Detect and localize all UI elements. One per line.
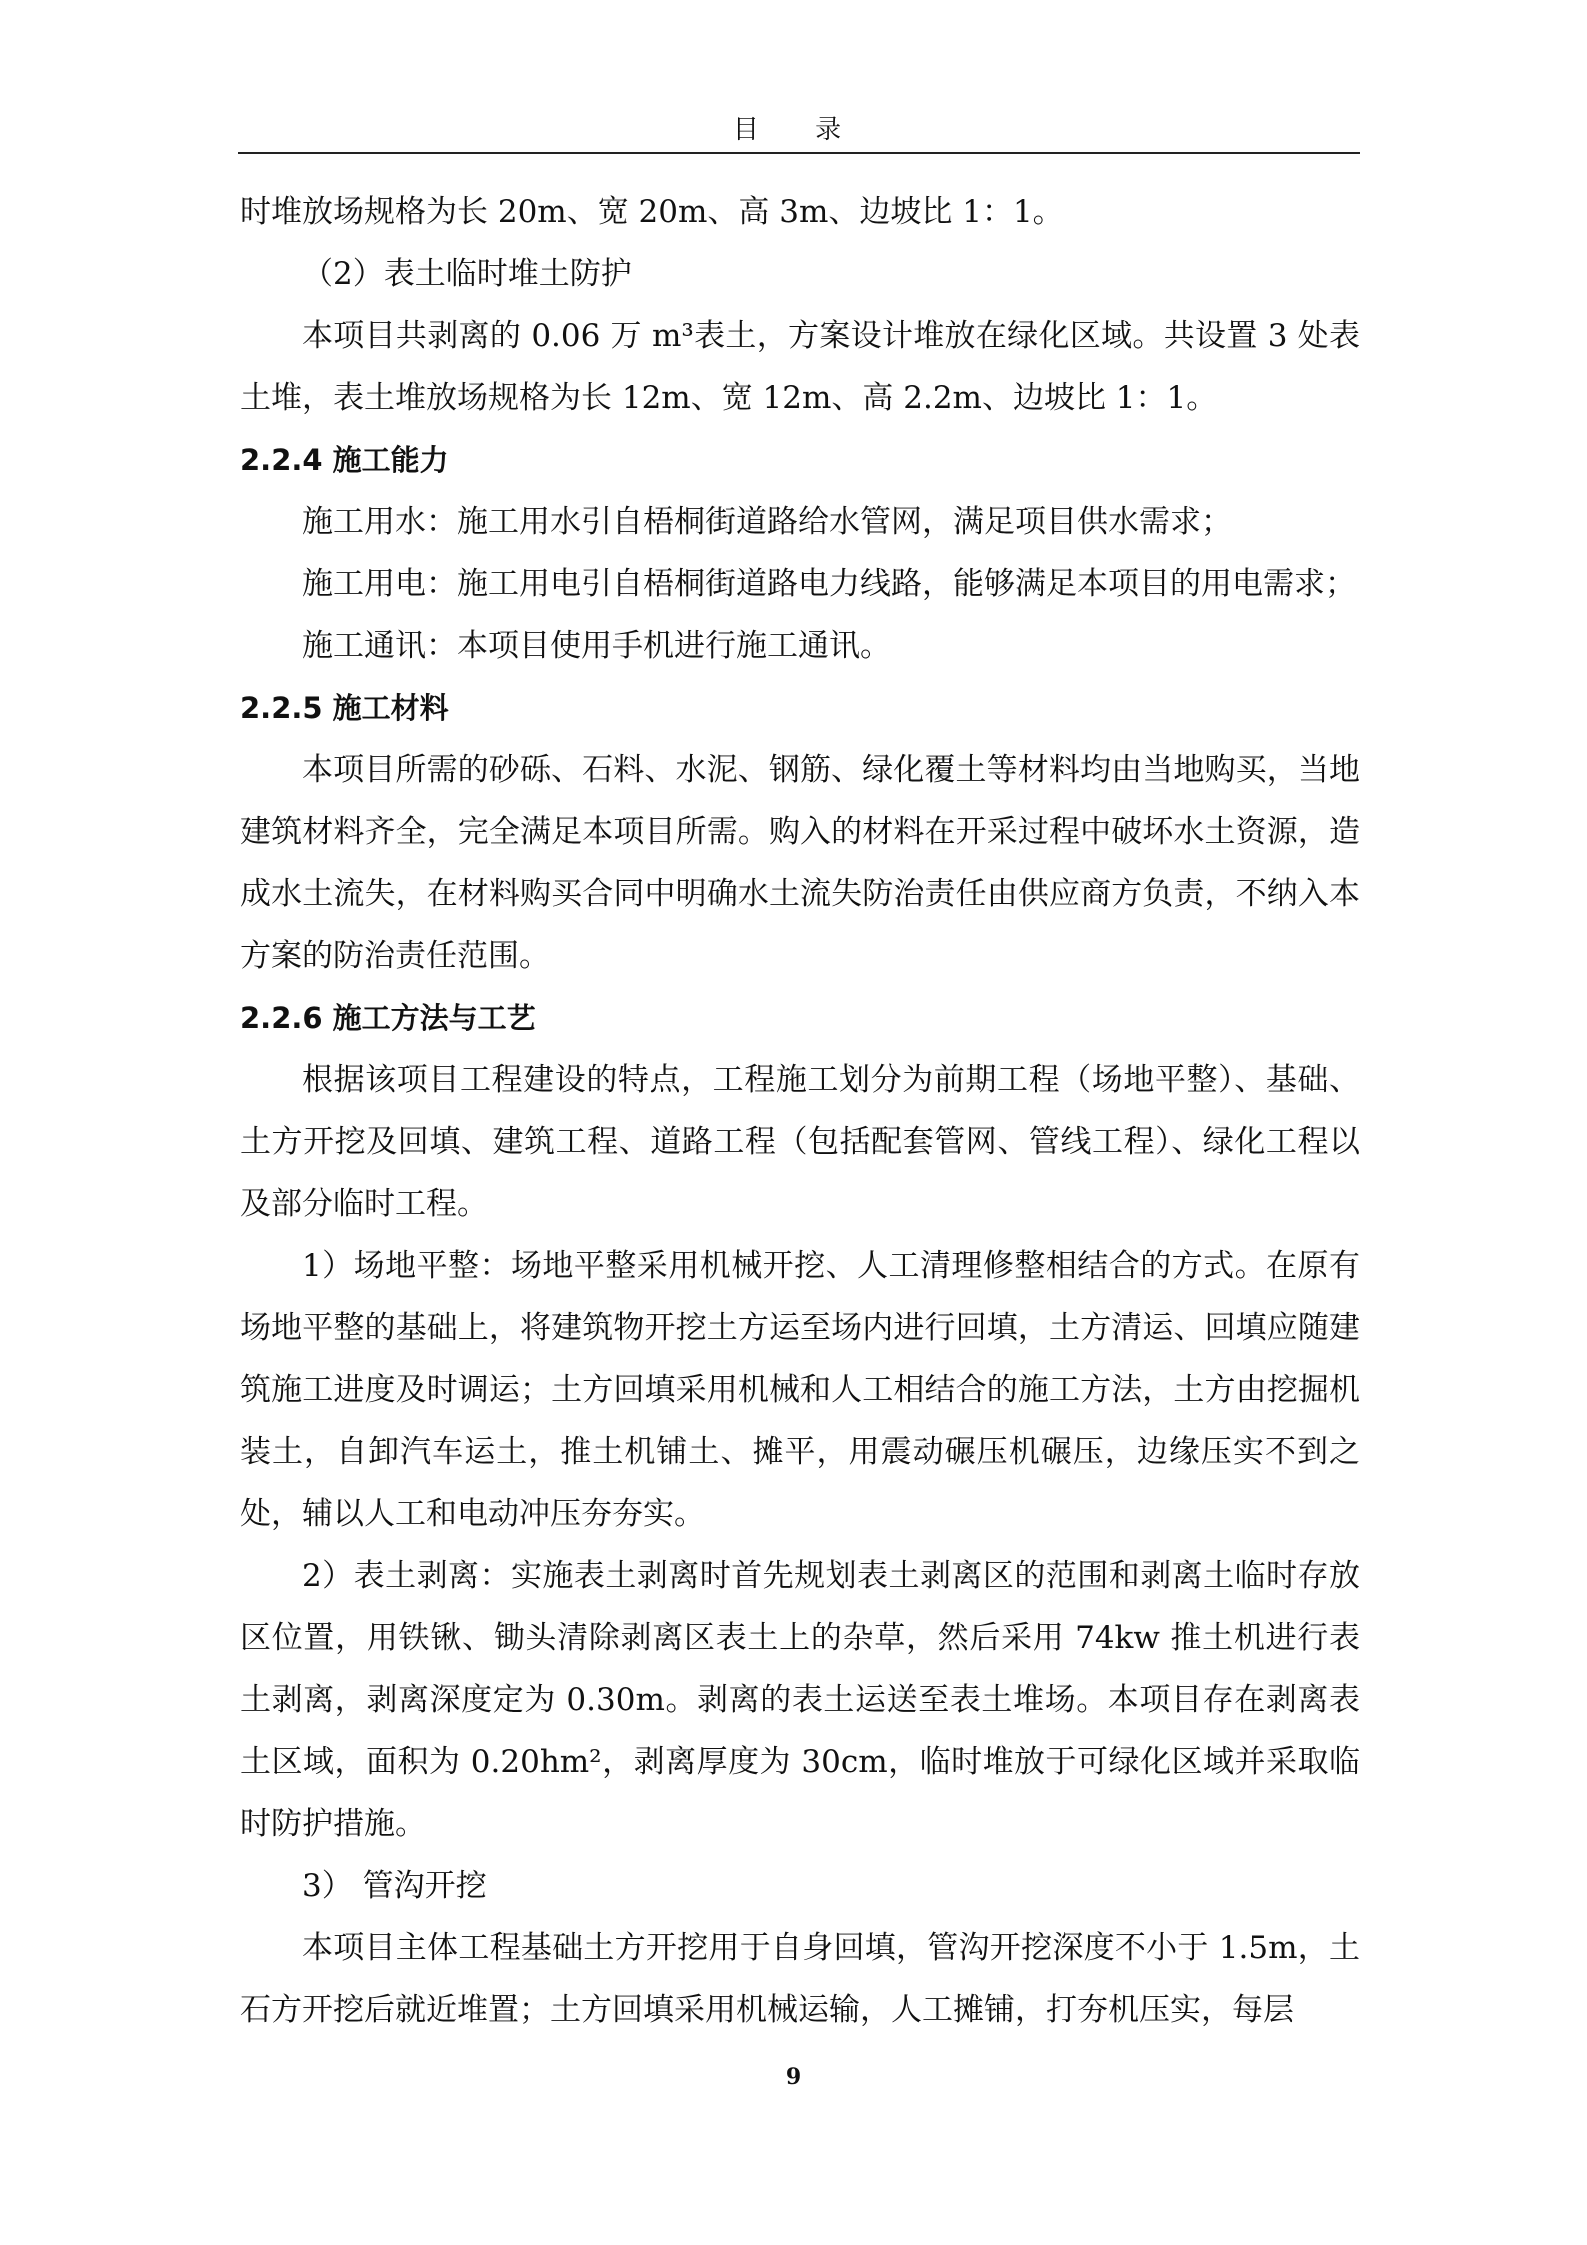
- body-paragraph: 施工用电：施工用电引自梧桐街道路电力线路，能够满足本项目的用电需求；: [302, 566, 1356, 602]
- body-paragraph: 施工用水：施工用水引自梧桐街道路给水管网，满足项目供水需求；: [302, 504, 1232, 540]
- page-number: 9: [785, 2064, 802, 2090]
- body-paragraph: 施工通讯：本项目使用手机进行施工通讯。: [302, 628, 891, 664]
- body-paragraph: 本项目主体工程基础土方开挖用于自身回填，管沟开挖深度不小于 1.5m，土石方开挖后就近堆置；土方回填采用机械运输，人工摊铺，打夯机压实，每层: [240, 1930, 1360, 2028]
- subsection-title: 3） 管沟开挖: [302, 1868, 487, 1904]
- body-paragraph: 本项目所需的砂砾、石料、水泥、钢筋、绿化覆土等材料均由当地购买，当地建筑材料齐全，完全满足本项目所需。购入的材料在开采过程中破坏水土资源，造成水土流失，在材料购买合同中明确水土流失防治责任由供应商方负责，不纳入本方案的防治责任范围。: [240, 752, 1360, 974]
- page-header-title: 目 录: [732, 115, 866, 145]
- section-heading-2-2-4: 2.2.4 施工能力: [240, 443, 449, 477]
- body-paragraph: 本项目共剥离的 0.06 万 m³表土，方案设计堆放在绿化区域。共设置 3 处表土堆，表土堆放场规格为长 12m、宽 12m、高 2.2m、边坡比 1：1。: [240, 318, 1360, 416]
- body-paragraph: 1）场地平整：场地平整采用机械开挖、人工清理修整相结合的方式。在原有场地平整的基础上，将建筑物开挖土方运至场内进行回填，土方清运、回填应随建筑施工进度及时调运；土方回填采用机械和人工相结合的施工方法，土方由挖掘机装土，自卸汽车运土，推土机铺土、摊平，用震动碾压机碾压，边缘压实不到之处，辅以人工和电动冲压夯夯实。: [240, 1248, 1360, 1532]
- section-heading-2-2-5: 2.2.5 施工材料: [240, 691, 449, 725]
- document-body: [240, 181, 1360, 2041]
- body-paragraph: 2）表土剥离：实施表土剥离时首先规划表土剥离区的范围和剥离土临时存放区位置，用铁锹、锄头清除剥离区表土上的杂草，然后采用 74kw 推土机进行表土剥离，剥离深度定为 0.30m。剥离的表土运送至表土堆场。本项目存在剥离表土区域，面积为 0.20hm²，剥离厚度为 30cm，临时堆放于可绿化区域并采取临时防护措施。: [240, 1558, 1360, 1842]
- header-divider: [238, 152, 1360, 154]
- body-paragraph: 根据该项目工程建设的特点，工程施工划分为前期工程（场地平整）、基础、土方开挖及回填、建筑工程、道路工程（包括配套管网、管线工程）、绿化工程以及部分临时工程。: [240, 1062, 1360, 1222]
- body-paragraph: 时堆放场规格为长 20m、宽 20m、高 3m、边坡比 1：1。: [240, 194, 1064, 230]
- subsection-title: （2）表土临时堆土防护: [302, 256, 632, 292]
- section-heading-2-2-6: 2.2.6 施工方法与工艺: [240, 1001, 536, 1035]
